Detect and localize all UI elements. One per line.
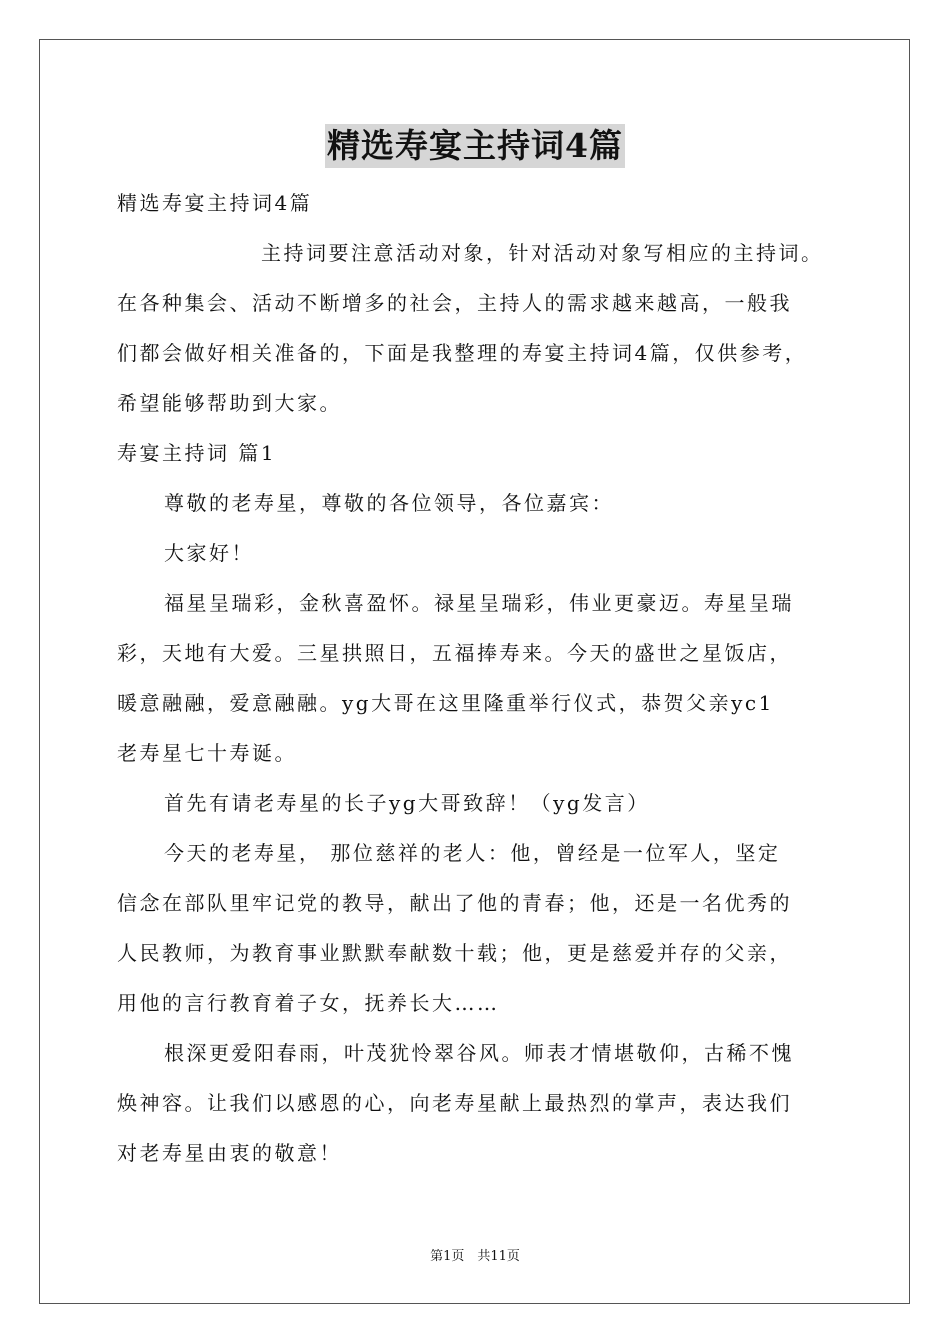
section-heading: 寿宴主持词 篇1 (117, 441, 277, 465)
paragraph-line: 老寿星七十寿诞。 (117, 741, 297, 765)
paragraph-line: 根深更爱阳春雨，叶茂犹怜翠谷风。师表才情堪敬仰，古稀不愧 (164, 1041, 794, 1065)
paragraph-line: 大家好！ (164, 541, 254, 565)
paragraph-line: 们都会做好相关准备的，下面是我整理的寿宴主持词4篇，仅供参考， (117, 341, 808, 365)
paragraph-line: 暖意融融，爱意融融。yg大哥在这里隆重举行仪式，恭贺父亲yc1 (117, 691, 774, 715)
paragraph-line: 在各种集会、活动不断增多的社会，主持人的需求越来越高，一般我 (117, 291, 792, 315)
page-number-label: 第1页 共11页 (430, 1249, 520, 1264)
document-title: 精选寿宴主持词4篇 (325, 124, 625, 168)
paragraph-line: 福星呈瑞彩，金秋喜盈怀。禄星呈瑞彩，伟业更豪迈。寿星呈瑞 (164, 591, 794, 615)
page-footer (0, 1247, 950, 1267)
paragraph-line: 焕神容。让我们以感恩的心，向老寿星献上最热烈的掌声，表达我们 (117, 1091, 792, 1115)
paragraph-line: 对老寿星由衷的敬意！ (117, 1141, 342, 1165)
paragraph-line: 用他的言行教育着子女，抚养长大…… (117, 991, 500, 1015)
paragraph-line: 信念在部队里牢记党的教导，献出了他的青春；他，还是一名优秀的 (117, 891, 792, 915)
paragraph-line: 人民教师，为教育事业默默奉献数十载；他，更是慈爱并存的父亲， (117, 941, 792, 965)
paragraph-line: 首先有请老寿星的长子yg大哥致辞！（yg发言） (164, 791, 650, 815)
title-container (0, 124, 950, 168)
document-body (117, 178, 857, 1178)
document-subtitle: 精选寿宴主持词4篇 (117, 191, 313, 215)
paragraph-line: 希望能够帮助到大家。 (117, 391, 342, 415)
paragraph-line: 主持词要注意活动对象，针对活动对象写相应的主持词。 (261, 241, 824, 265)
paragraph-line: 尊敬的老寿星，尊敬的各位领导，各位嘉宾： (164, 491, 614, 515)
paragraph-line: 今天的老寿星， 那位慈祥的老人：他，曾经是一位军人，坚定 (164, 841, 781, 865)
paragraph-line: 彩，天地有大爱。三星拱照日，五福捧寿来。今天的盛世之星饭店， (117, 641, 792, 665)
